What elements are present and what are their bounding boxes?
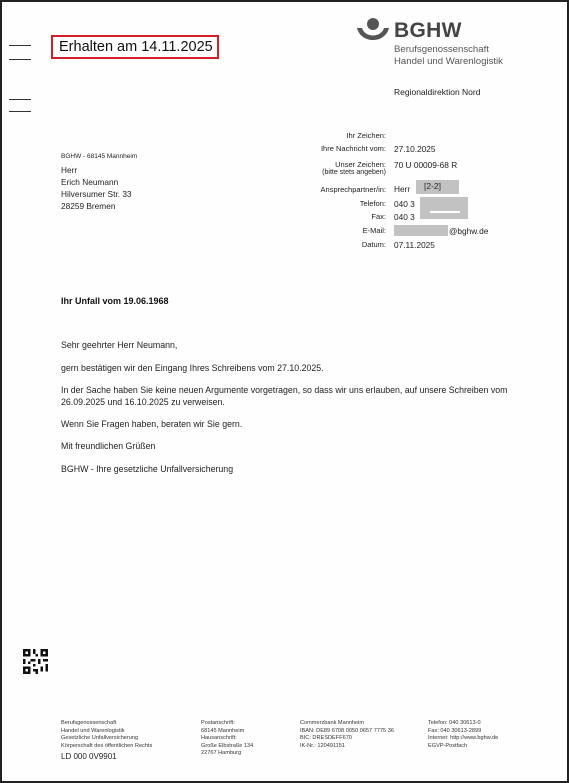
footer-contact: [428, 720, 498, 750]
document-code: LD 000 0V9901: [61, 752, 117, 761]
fold-mark: [9, 111, 31, 112]
nachricht-label: Ihre Nachricht vom:: [320, 144, 386, 153]
email-label: E-Mail:: [362, 226, 386, 235]
email-domain: @bghw.de: [449, 226, 489, 236]
footer-line: Berufsgenossenschaft: [61, 720, 117, 726]
closing: Mit freundlichen Grüßen: [61, 441, 156, 451]
greeting: Sehr geehrter Herr Neumann,: [61, 340, 178, 350]
footer-line: Postanschrift:: [201, 720, 235, 726]
logo-subtitle-line: Berufsgenossenschaft: [394, 44, 489, 55]
redaction-box: [394, 225, 448, 236]
fax-value: 040 3: [394, 212, 415, 222]
recipient-name: Erich Neumann: [61, 177, 119, 187]
footer-line: IBAN: DE89 6708 0050 0657 7775 36: [300, 727, 394, 734]
footer-line: Commerzbank Mannheim: [300, 720, 365, 726]
datum-label: Datum:: [361, 240, 386, 249]
redaction-box: [420, 197, 468, 219]
footer-address: [201, 720, 253, 758]
redaction-mark: [430, 211, 460, 213]
footer-line: Fax: 040 30613-2899: [428, 727, 482, 734]
footer-line: 22767 Hamburg: [201, 750, 242, 757]
body-paragraph: gern bestätigen wir den Eingang Ihres Schreibens vom 27.10.2025.: [61, 363, 324, 373]
datum-value: 07.11.2025: [394, 240, 435, 250]
footer-line: Körperschaft des öffentlichen Rechts: [61, 742, 153, 749]
footer-line: Handel und Warenlogistik: [61, 727, 125, 734]
logo-subtitle-line: Handel und Warenlogistik: [394, 56, 503, 67]
unser-zeichen-label: Unser Zeichen:: [335, 160, 386, 169]
footer-line: EGVP-Postfach: [428, 742, 468, 749]
footer-line: BIC: DRESDEFF670: [300, 735, 352, 742]
recipient-address: [61, 164, 132, 212]
footer-line: Telefon: 040 30613-0: [428, 720, 481, 726]
logo-name: BGHW: [394, 19, 462, 42]
ansprech-tag: [2-2]: [424, 181, 442, 191]
unser-zeichen-note: (bitte stets angeben): [322, 169, 386, 176]
ansprech-label: Ansprechpartner/in:: [320, 185, 386, 194]
footer-company: [61, 720, 152, 750]
signature: BGHW - Ihre gesetzliche Unfallversicherung: [61, 464, 234, 474]
sender-line: BGHW - 68145 Mannheim: [61, 153, 138, 160]
telefon-value: 040 3: [394, 199, 415, 209]
region-name: Regionaldirektion Nord: [394, 87, 481, 97]
fold-mark: [9, 99, 31, 100]
logo-subtitle: [394, 44, 503, 68]
bghw-logo-icon: [355, 16, 391, 46]
nachricht-value: 27.10.2025: [394, 144, 436, 154]
fold-mark: [9, 45, 31, 46]
footer-line: 68145 Mannheim: [201, 727, 245, 734]
subject-line: Ihr Unfall vom 19.06.1968: [61, 296, 169, 306]
telefon-label: Telefon:: [359, 199, 386, 208]
body-paragraph: Wenn Sie Fragen haben, beraten wir Sie gern.: [61, 419, 243, 429]
footer-line: IK-Nr.: 120491151: [300, 742, 345, 749]
recipient-salutation: Herr: [61, 165, 78, 175]
fax-label: Fax:: [371, 212, 386, 221]
footer-line: Gesetzliche Unfallversicherung: [61, 735, 139, 742]
recipient-street: Hilversumer Str. 33: [61, 189, 132, 199]
footer-line: Hausanschrift:: [201, 735, 237, 742]
ansprech-value: Herr: [394, 184, 411, 194]
unser-zeichen-value: 70 U 00009-68 R: [394, 160, 458, 170]
ihr-zeichen-label: Ihr Zeichen:: [346, 131, 386, 140]
fold-mark: [9, 59, 31, 60]
footer-line: Internet: http://www.bghw.de: [428, 735, 499, 742]
qr-code-icon: [23, 649, 48, 674]
footer-line: Große Elbstraße 134: [201, 742, 254, 749]
body-paragraph: In der Sache haben Sie keine neuen Argumente vorgetragen, so dass wir uns erlauben, auf unsere Schreiben vom 26.09.2025 und 16.10.2025 zu verweisen.: [61, 385, 508, 407]
footer-bank: [300, 720, 394, 750]
recipient-city: 28259 Bremen: [61, 201, 116, 211]
received-stamp: Erhalten am 14.11.2025: [51, 35, 219, 59]
